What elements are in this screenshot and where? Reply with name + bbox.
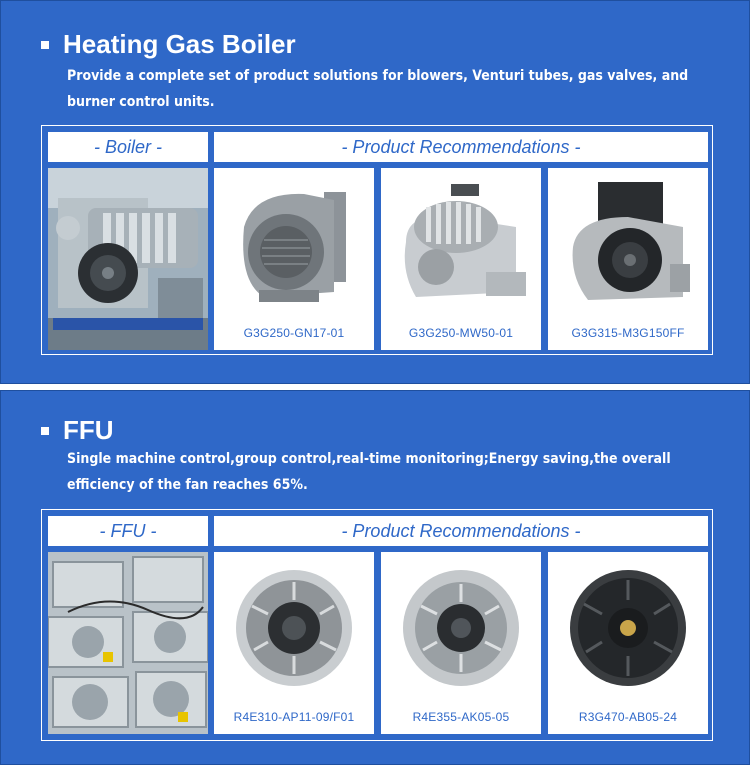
product-model-label: G3G250-GN17-01 [243,326,345,340]
recommendations-label: - Product Recommendations - [214,132,708,162]
dark-impeller-icon [558,556,698,702]
black-blower-icon [558,172,698,318]
ffu-photo [48,552,208,734]
section-heading [41,29,296,60]
ffu-section [0,390,750,765]
bullet-square-icon [41,427,49,435]
product-model-label: R4E355-AK05-05 [412,710,510,724]
product-card[interactable] [548,168,708,350]
bullet-square-icon [41,41,49,49]
product-panel [41,125,713,355]
product-card[interactable] [548,552,708,734]
gray-blower-icon [224,172,364,318]
product-panel [41,509,713,741]
product-card[interactable] [381,552,541,734]
product-card[interactable] [381,168,541,350]
section-title: FFU [63,415,114,445]
product-card[interactable] [214,168,374,350]
application-label: - FFU - [48,516,208,546]
section-heading [41,415,114,446]
section-description: Single machine control,group control,real-time monitoring;Energy saving,the overall efficiency of the fan reaches 65%. [67,451,671,493]
product-model-label: R3G470-AB05-24 [578,710,678,724]
product-model-label: G3G315-M3G150FF [571,326,685,340]
application-label: - Boiler - [48,132,208,162]
section-description: Provide a complete set of product solutions for blowers, Venturi tubes, gas valves, and burner control units. [67,68,689,110]
section-title: Heating Gas Boiler [63,29,296,59]
product-card[interactable] [214,552,374,734]
centrifugal-impeller-icon [391,556,531,702]
product-model-label: R4E310-AP11-09/F01 [233,710,355,724]
finned-motor-blower-icon [391,172,531,318]
centrifugal-impeller-icon [224,556,364,702]
recommendations-label: - Product Recommendations - [214,516,708,546]
boiler-photo [48,168,208,350]
product-model-label: G3G250-MW50-01 [408,326,514,340]
